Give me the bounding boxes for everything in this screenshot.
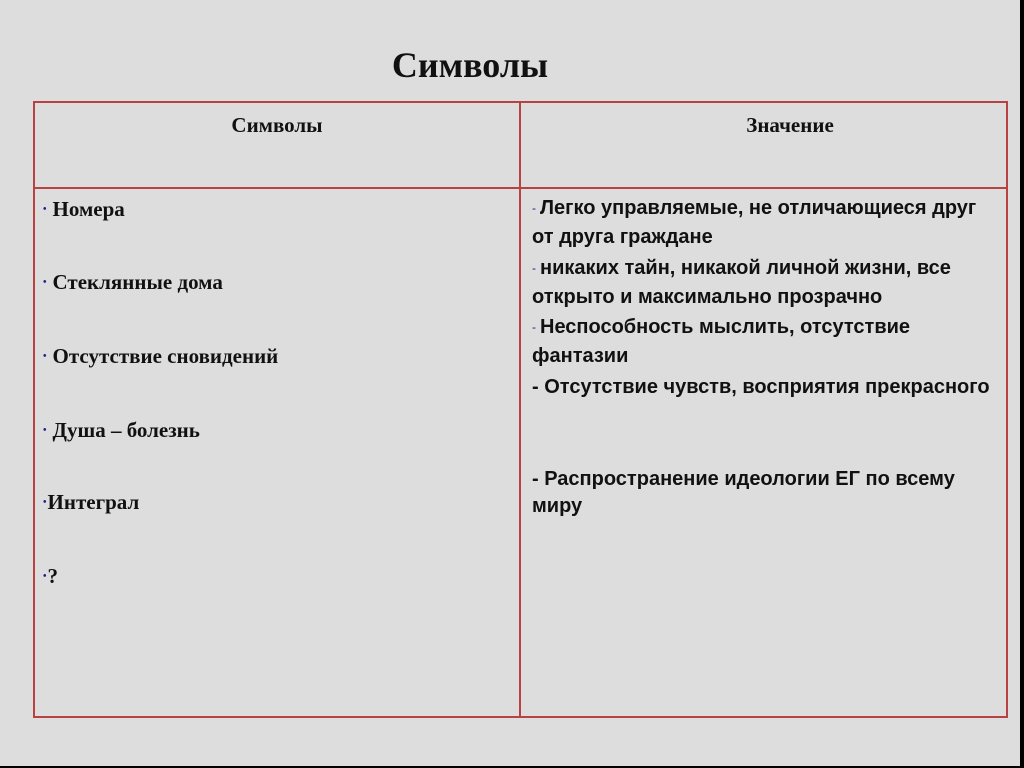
symbol-item-numbers: • Номера (43, 197, 125, 221)
symbol-item-no-dreams: • Отсутствие сновидений (43, 344, 279, 368)
bullet-icon: • (43, 276, 47, 288)
dash-marker: - (532, 261, 536, 275)
dash-marker: - (532, 376, 539, 398)
symbol-item-question: •? (43, 564, 59, 588)
header-symbols: Символы (231, 113, 323, 137)
meaning-item-2: - никаких тайн, никакой личной жизни, все открыто и максимально прозрачно (532, 257, 951, 308)
table-header-divider (33, 187, 1008, 189)
table-column-divider (519, 101, 521, 718)
header-meaning: Значение (746, 113, 834, 137)
bullet-icon: • (43, 424, 47, 436)
table-border-left (33, 101, 35, 718)
bullet-icon: • (43, 350, 47, 362)
meaning-item-5: - Распространение идеологии ЕГ по всему миру (532, 468, 955, 517)
slide-title: Символы (391, 45, 549, 85)
bullet-icon: • (43, 496, 47, 508)
table-border-right (1006, 101, 1008, 718)
dash-marker: - (532, 468, 539, 490)
meaning-item-4: - Отсутствие чувств, восприятия прекрасного (532, 376, 990, 398)
symbol-item-integral: •Интеграл (43, 490, 140, 514)
dash-marker: - (532, 320, 536, 334)
dash-marker: - (532, 201, 536, 215)
bullet-icon: • (43, 570, 47, 582)
symbol-item-soul-disease: • Душа – болезнь (43, 418, 200, 442)
symbol-item-glass-houses: • Стеклянные дома (43, 270, 223, 294)
bullet-icon: • (43, 203, 47, 215)
meaning-item-1: - Легко управляемые, не отличающиеся друг от друга граждане (532, 197, 977, 248)
meaning-item-3: - Неспособность мыслить, отсутствие фантазии (532, 316, 911, 367)
